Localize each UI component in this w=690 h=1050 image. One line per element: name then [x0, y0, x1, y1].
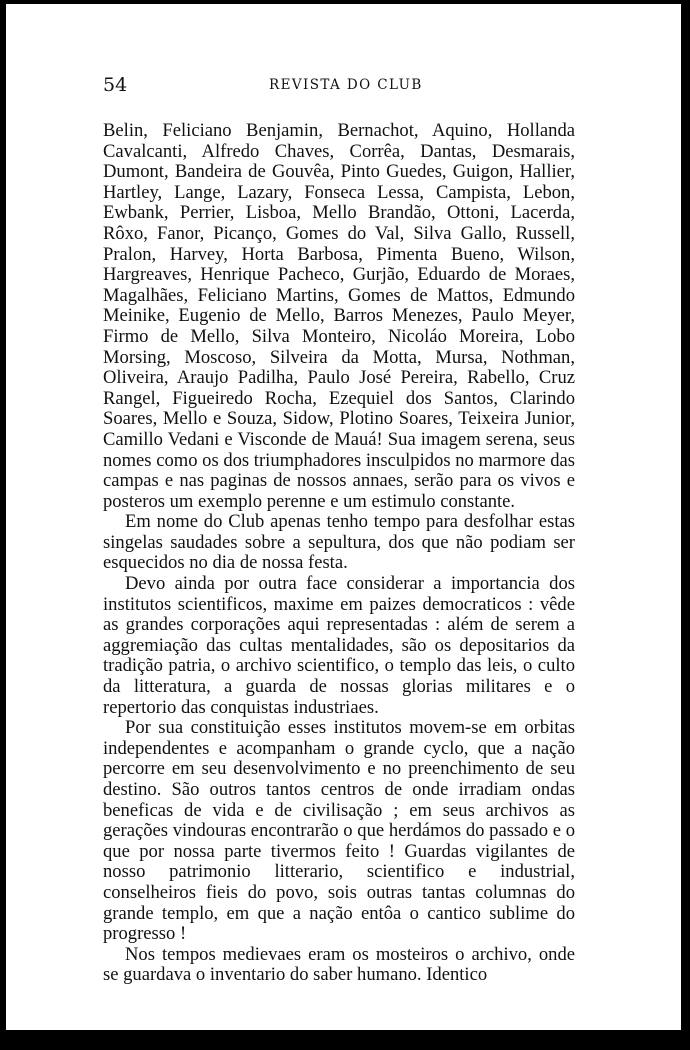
paragraph-club-tribute: Em nome do Club apenas tenho tempo para desfolhar estas singelas saudades sobre a sepultura, dos que não podiam ser esquecidos no dia de nossa festa.	[103, 511, 575, 574]
page-number: 54	[103, 74, 128, 96]
body-text	[103, 121, 575, 986]
running-head	[103, 74, 581, 96]
paragraph-institutes-constitution: Por sua constituição esses institutos movem-se em orbitas independentes e acompanham o grande cyclo, que a nação percorre em seu desenvolvimento e no preenchimento de seu destino. São outros tantos centros de onde irradiam ondas beneficas de vida e de civilisação ; em seus archivos as gerações vindouras encontrarão o que herdámos do passado e o que por nossa parte tivermos feito ! Guardas vigilantes de nosso patrimonio litterario, scientifico e industrial, conselheiros fieis do povo, sois outras tantas columnas do grande templo, em que a nação entôa o cantico sublime do progresso !	[103, 717, 575, 945]
journal-title: REVISTA DO CLUB	[269, 77, 423, 93]
book-page	[6, 4, 681, 1030]
paragraph-names-list: Belin, Feliciano Benjamin, Bernachot, Aquino, Hollanda Cavalcanti, Alfredo Chaves, Corrêa, Dantas, Desmarais, Dumont, Bandeira de Gouvêa, Pinto Guedes, Guigon, Hallier, Hartley, Lange, Lazary, Fonseca Lessa, Campista, Lebon, Ewbank, Perrier, Lisboa, Mello Brandão, Ottoni, Lacerda, Rôxo, Fanor, Picanço, Gomes do Val, Silva Gallo, Russell, Pralon, Harvey, Horta Barbosa, Pimenta Bueno, Wilson, Hargreaves, Henrique Pacheco, Gurjão, Eduardo de Moraes, Magalhães, Feliciano Martins, Gomes de Mattos, Edmundo Meinike, Eugenio de Mello, Barros Menezes, Paulo Meyer, Firmo de Mello, Silva Monteiro, Nicoláo Moreira, Lobo Morsing, Moscoso, Silveira da Motta, Mursa, Nothman, Oliveira, Araujo Padilha, Paulo José Pereira, Rabello, Cruz Rangel, Figueiredo Rocha, Ezequiel dos Santos, Clarindo Soares, Mello e Souza, Sidow, Plotino Soares, Teixeira Junior, Camillo Vedani e Visconde de Mauá! Sua imagem serena, seus nomes como os dos triumphadores insculpidos no marmore das campas e nas paginas de nossos annaes, serão para os vivos e posteros um exemplo perenne e um estimulo constante.	[103, 120, 576, 512]
paragraph-medieval-times: Nos tempos medievaes eram os mosteiros o archivo, onde se guardava o inventario do saber humano. Identico	[103, 943, 575, 986]
paragraph-institutes-importance: Devo ainda por outra face considerar a importancia dos institutos scientificos, maxime em paizes democraticos : vêde as grandes corporações aqui representadas : além de serem a aggremiação das cultas mentalidades, são os depositarios da tradição patria, o archivo scientifico, o templo das leis, o culto da litteratura, a guarda de nossas glorias militares e o repertorio das conquistas industriaes.	[103, 573, 575, 718]
